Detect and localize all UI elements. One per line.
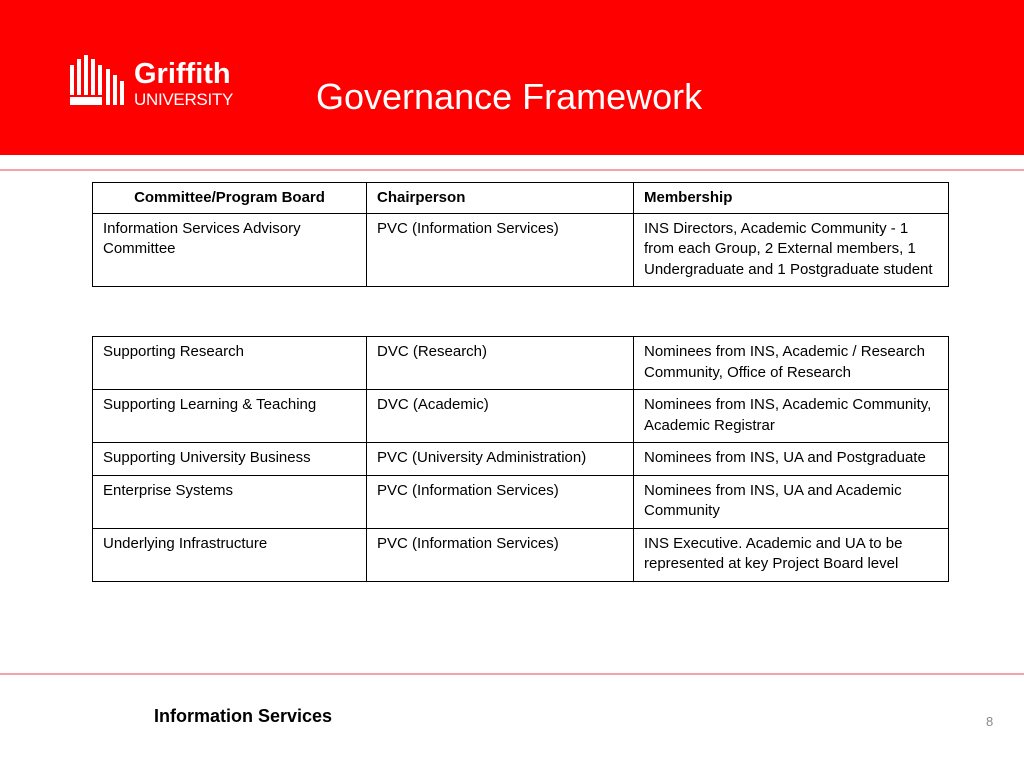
chairperson-cell: DVC (Academic) xyxy=(367,390,634,443)
column-header-membership: Membership xyxy=(634,183,949,214)
page-number: 8 xyxy=(986,714,994,729)
committee-cell: Underlying Infrastructure xyxy=(93,528,367,581)
committee-cell: Enterprise Systems xyxy=(93,475,367,528)
top-divider xyxy=(0,169,1024,171)
membership-cell: INS Directors, Academic Community - 1 from each Group, 2 External members, 1 Undergraduate and 1 Postgraduate student xyxy=(634,213,949,287)
membership-cell: INS Executive. Academic and UA to be represented at key Project Board level xyxy=(634,528,949,581)
membership-cell: Nominees from INS, Academic Community, Academic Registrar xyxy=(634,390,949,443)
svg-text:Griffith: Griffith xyxy=(134,58,231,90)
column-header-committee: Committee/Program Board xyxy=(93,183,367,214)
chairperson-cell: PVC (Information Services) xyxy=(367,213,634,287)
committee-cell: Supporting Learning & Teaching xyxy=(93,390,367,443)
slide-title: Governance Framework xyxy=(316,76,703,117)
column-header-chairperson: Chairperson xyxy=(367,183,634,214)
bottom-divider xyxy=(0,673,1024,675)
header-banner xyxy=(0,0,1024,155)
committee-cell: Supporting University Business xyxy=(93,443,367,476)
membership-cell: Nominees from INS, UA and Academic Community xyxy=(634,475,949,528)
table-row xyxy=(93,390,949,443)
table-row xyxy=(93,443,949,476)
table-row xyxy=(93,475,949,528)
table-row xyxy=(93,213,949,287)
griffith-university-logo xyxy=(68,55,268,109)
program-boards-table xyxy=(92,336,949,582)
committee-cell: Information Services Advisory Committee xyxy=(93,213,367,287)
table-row xyxy=(93,337,949,390)
chairperson-cell: PVC (Information Services) xyxy=(367,475,634,528)
chairperson-cell: PVC (Information Services) xyxy=(367,528,634,581)
chairperson-cell: PVC (University Administration) xyxy=(367,443,634,476)
chairperson-cell: DVC (Research) xyxy=(367,337,634,390)
membership-cell: Nominees from INS, UA and Postgraduate xyxy=(634,443,949,476)
table-header-row xyxy=(93,183,949,214)
table-row xyxy=(93,528,949,581)
svg-text:UNIVERSITY: UNIVERSITY xyxy=(134,90,234,109)
membership-cell: Nominees from INS, Academic / Research Community, Office of Research xyxy=(634,337,949,390)
footer-label: Information Services xyxy=(154,706,333,726)
committee-cell: Supporting Research xyxy=(93,337,367,390)
advisory-committee-table xyxy=(92,182,949,287)
